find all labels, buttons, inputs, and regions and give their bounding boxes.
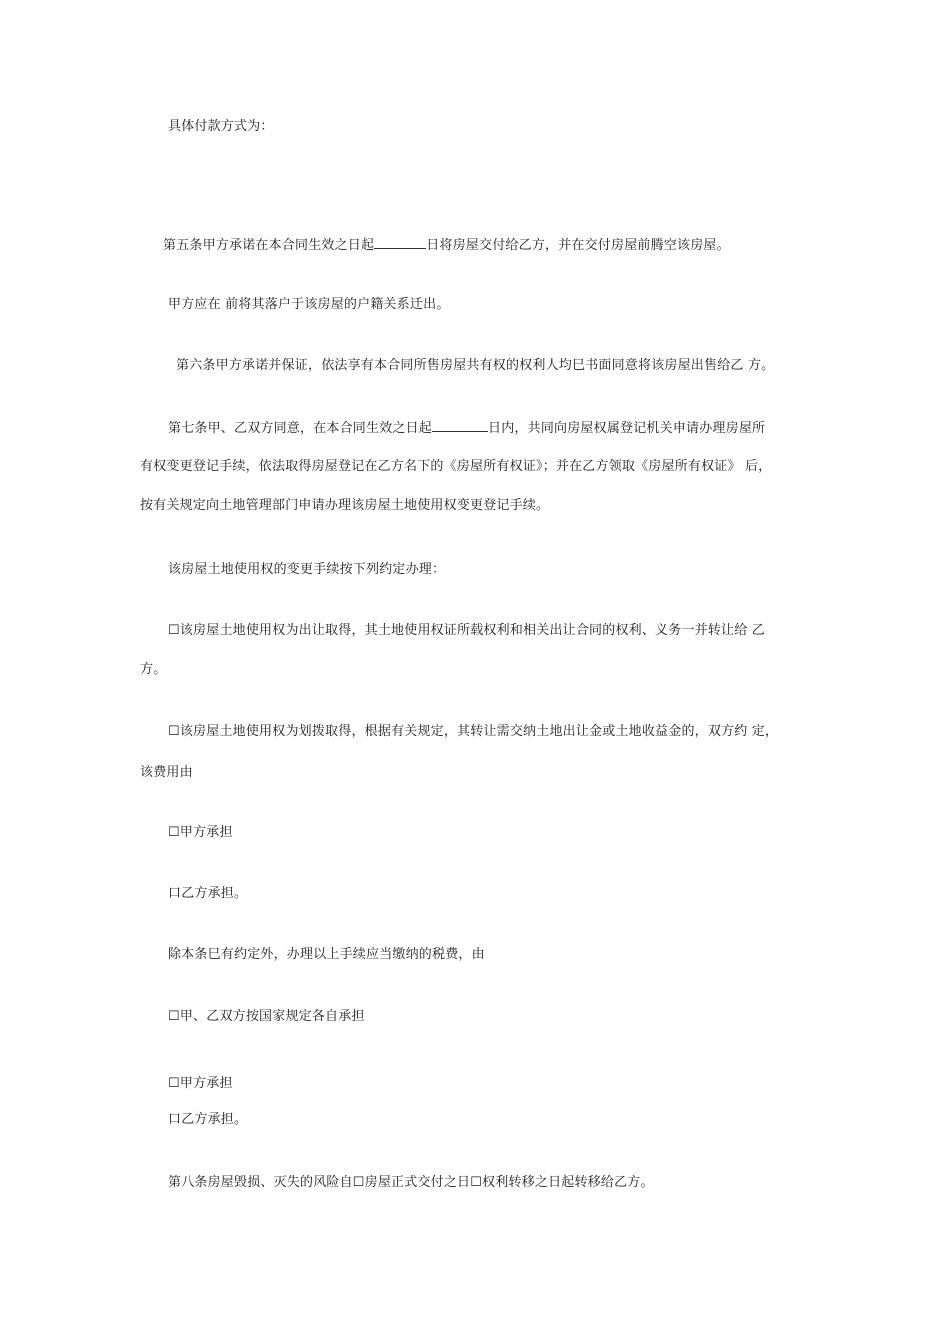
article-5-hukou: 甲方应在 前将其落户于该房屋的户籍关系迁出。 (168, 297, 450, 312)
tax-intro: 除本条巳有约定外，办理以上手续应当缴纳的税费，由 (168, 947, 485, 962)
fee-party-b-option: 口乙方承担。 (168, 886, 248, 901)
article-7-line-3: 按有关规定向土地管理部门申请办理该房屋土地使用权变更登记手续。 (140, 498, 550, 513)
article-5-days-blank (374, 235, 426, 249)
article-6: 第六条甲方承诺并保证，依法享有本合同所售房屋共有权的权利人均巳书面同意将该房屋出售给乙 方。 (176, 358, 775, 373)
article-5 (163, 235, 730, 255)
article-7-days-blank (432, 418, 488, 432)
article-7-text-start: 第七条甲、乙双方同意，在本合同生效之日起 (168, 421, 433, 436)
article-7-text-end: 日内，共同向房屋权属登记机关申请办理房屋所 (488, 421, 766, 436)
article-7-line-2: 有权变更登记手续，依法取得房屋登记在乙方名下的《房屋所有权证》；并在乙方领取《房屋所有权证》 后， (140, 459, 772, 474)
land-use-intro: 该房屋土地使用权的变更手续按下列约定办理： (168, 562, 446, 577)
fee-party-a-option: ☐甲方承担 (168, 825, 233, 840)
option-grant-line-2: 方。 (140, 662, 167, 677)
option-allocate-line-2: 该费用由 (140, 765, 193, 780)
article-7-line-1 (168, 418, 765, 438)
article-5-text-start: 第五条甲方承诺在本合同生效之日起 (163, 238, 375, 253)
option-allocate-line-1: ☐该房屋土地使用权为划拨取得，根据有关规定，其转让需交纳土地出让金或土地收益金的，双方约 定， (168, 724, 779, 739)
tax-party-b-option: 口乙方承担。 (168, 1112, 248, 1127)
article-8: 第八条房屋毁损、灭失的风险自☐房屋正式交付之日☐权利转移之日起转移给乙方。 (168, 1175, 654, 1190)
tax-both-option: ☐甲、乙双方按国家规定各自承担 (168, 1009, 365, 1024)
option-grant-line-1: ☐该房屋土地使用权为出让取得，其土地使用权证所载权利和相关出让合同的权利、义务一并转让给 乙 (168, 623, 765, 638)
tax-party-a-option: ☐甲方承担 (168, 1076, 233, 1091)
article-5-text-end: 日将房屋交付给乙方，并在交付房屋前腾空该房屋。 (426, 238, 730, 253)
payment-method-label: 具体付款方式为： (168, 119, 274, 134)
